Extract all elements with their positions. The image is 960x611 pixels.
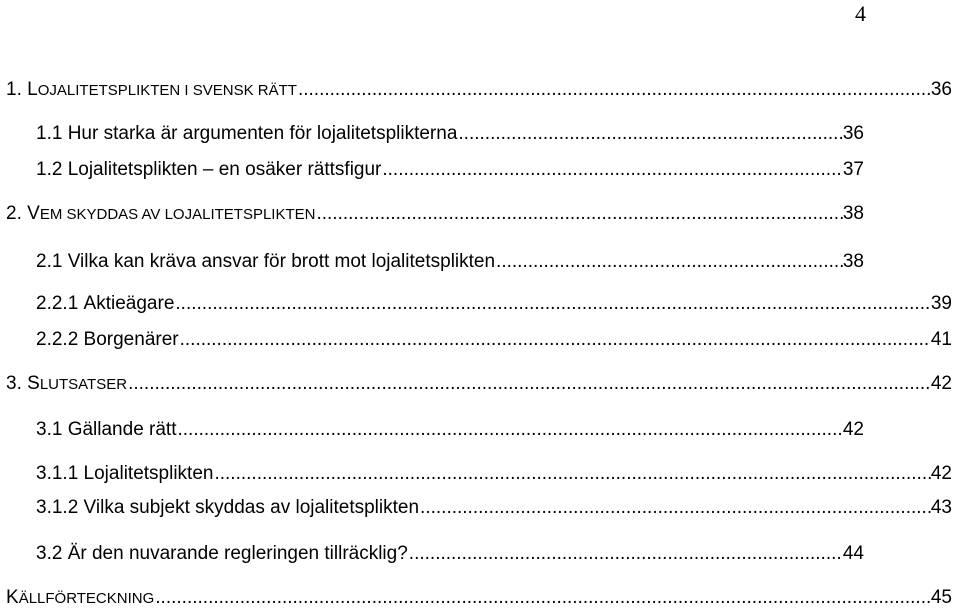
dot-leader [408, 542, 843, 566]
dot-leader [179, 328, 931, 352]
toc-entry-title: 2.1 Vilka kan kräva ansvar för brott mot lojalitetsplikten [36, 251, 496, 272]
dot-leader [381, 158, 842, 182]
toc-entry-title: 2. VEM SKYDDAS AV LOJALITETSPLIKTEN [6, 203, 316, 224]
toc-entry-1[interactable] [6, 78, 952, 102]
dot-leader [154, 586, 931, 610]
dot-leader [457, 122, 842, 146]
toc-page-number: 39 [930, 293, 952, 314]
toc-entry-3-1-1[interactable] [36, 462, 952, 486]
toc-entry-2-2-2[interactable] [36, 328, 952, 352]
toc-page-number: 42 [842, 419, 864, 440]
toc-entry-3[interactable] [6, 372, 952, 396]
toc-page-number: 43 [930, 497, 952, 518]
toc-entry-1-1[interactable] [36, 122, 864, 146]
toc-entry-2-1[interactable] [36, 250, 864, 274]
toc-entry-2-2-1[interactable] [36, 292, 952, 316]
toc-entry-title: 2.2.2 Borgenärer [36, 329, 179, 350]
toc-page-number: 38 [842, 251, 864, 272]
toc-entry-title: 3.1.2 Vilka subjekt skyddas av lojalitetsplikten [36, 497, 420, 518]
dot-leader [315, 202, 842, 226]
dot-leader [419, 496, 931, 520]
toc-page-number: 37 [842, 159, 864, 180]
toc-entry-title: 1. LOJALITETSPLIKTEN I SVENSK RÄTT [6, 79, 297, 100]
toc-page-number: 45 [930, 587, 952, 608]
dot-leader [127, 372, 931, 396]
toc-page-number: 42 [930, 463, 952, 484]
toc-entry-title: 3. SLUTSATSER [6, 373, 128, 394]
toc-entry-title: 2.2.1 Aktieägare [36, 293, 175, 314]
toc-page-number: 36 [930, 79, 952, 100]
toc-entry-title: 1.2 Lojalitetsplikten – en osäker rättsfigur [36, 159, 382, 180]
page-number: 4 [855, 1, 866, 26]
toc-entry-bibliography[interactable] [6, 586, 952, 610]
toc-page-number: 42 [930, 373, 952, 394]
toc-page-number: 41 [930, 329, 952, 350]
toc-entry-title: 3.1 Gällande rätt [36, 419, 177, 440]
dot-leader [174, 292, 930, 316]
toc-entry-3-1-2[interactable] [36, 496, 952, 520]
dot-leader [297, 78, 931, 102]
dot-leader [213, 462, 930, 486]
toc-page-number: 44 [842, 543, 864, 564]
toc-entry-3-2[interactable] [36, 542, 864, 566]
dot-leader [177, 418, 843, 442]
toc-entry-title: KÄLLFÖRTECKNING [6, 587, 155, 608]
toc-entry-2[interactable] [6, 202, 864, 226]
toc-entry-3-1[interactable] [36, 418, 864, 442]
toc-entry-title: 3.2 Är den nuvarande regleringen tillräcklig? [36, 543, 408, 564]
toc-entry-1-2[interactable] [36, 158, 864, 182]
toc-entry-title: 1.1 Hur starka är argumenten för lojalitetsplikterna [36, 123, 458, 144]
toc-page-number: 36 [842, 123, 864, 144]
dot-leader [495, 250, 843, 274]
toc-entry-title: 3.1.1 Lojalitetsplikten [36, 463, 214, 484]
toc-page-number: 38 [842, 203, 864, 224]
